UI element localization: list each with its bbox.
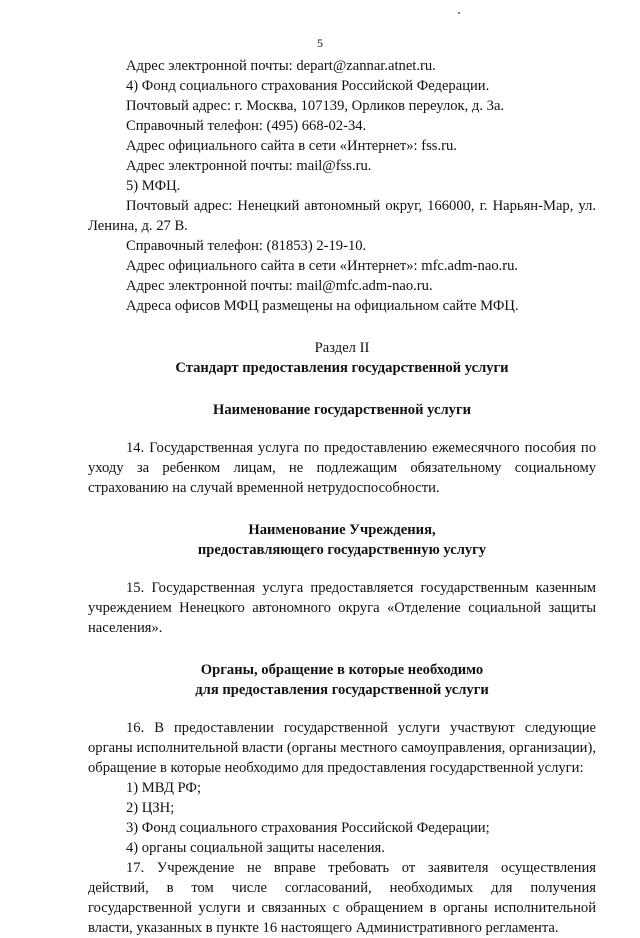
fss-heading: 4) Фонд социального страхования Российской Федерации.	[126, 78, 490, 94]
bodies-heading-line2: для предоставления государственной услуги	[195, 682, 489, 698]
section-number: Раздел II	[314, 340, 370, 356]
mfc-email-line: Адрес электронной почты: mail@mfc.adm-nao.ru.	[126, 278, 433, 294]
paragraph-14: 14. Государственная услуга по предоставлению ежемесячного пособия по уходу за ребенком лицам, не подлежащим обязательному социальному страхованию на случай временной нетрудоспособности.	[88, 440, 596, 496]
institution-heading-line1: Наименование Учреждения,	[248, 522, 436, 538]
fss-postal-line: Почтовый адрес: г. Москва, 107139, Орликов переулок, д. 3а.	[126, 98, 505, 114]
fss-email-line: Адрес электронной почты: mail@fss.ru.	[126, 158, 372, 174]
paragraph-17: 17. Учреждение не вправе требовать от заявителя осуществления действий, в том числе согласований, необходимых для получения государственной услуги и связанных с обращением в органы исполнительной власти, указанных в пункте 16 настоящего Административного регламента.	[88, 860, 596, 936]
fss-phone-line: Справочный телефон: (495) 668-02-34.	[126, 118, 367, 134]
mfc-offices-line: Адреса офисов МФЦ размещены на официальном сайте МФЦ.	[126, 298, 519, 314]
list-item: 3) Фонд социального страхования Российской Федерации;	[126, 820, 490, 836]
mfc-site-line: Адрес официального сайта в сети «Интернет»: mfc.adm-nao.ru.	[126, 258, 519, 274]
list-item: 2) ЦЗН;	[126, 800, 175, 816]
paragraph-15: 15. Государственная услуга предоставляется государственным казенным учреждением Ненецкого автономного округа «Отделение социальной защиты населения».	[88, 580, 596, 636]
fss-site-line: Адрес официального сайта в сети «Интернет»: fss.ru.	[126, 138, 457, 154]
service-name-heading: Наименование государственной услуги	[213, 402, 471, 418]
bodies-heading-line1: Органы, обращение в которые необходимо	[200, 662, 484, 678]
document-body	[88, 56, 596, 938]
fz-email-line: Адрес электронной почты: depart@zannar.atnet.ru.	[126, 58, 436, 74]
institution-heading-line2: предоставляющего государственную услугу	[197, 542, 487, 558]
mfc-heading: 5) МФЦ.	[126, 178, 181, 194]
list-item: 4) органы социальной защиты населения.	[126, 840, 385, 856]
scan-speck	[458, 12, 460, 14]
section-title: Стандарт предоставления государственной услуги	[175, 360, 509, 376]
paragraph-16: 16. В предоставлении государственной услуги участвуют следующие органы исполнительной власти (органы местного самоуправления, организации), обращение в которые необходимо для предоставления государственной услуги:	[88, 720, 596, 776]
mfc-phone-line: Справочный телефон: (81853) 2-19-10.	[126, 238, 367, 254]
mfc-postal-line: Почтовый адрес: Ненецкий автономный округ, 166000, г. Нарьян-Мар, ул. Ленина, д. 27 В.	[88, 198, 596, 234]
list-item: 1) МВД РФ;	[126, 780, 202, 796]
page-number: 5	[317, 36, 323, 50]
